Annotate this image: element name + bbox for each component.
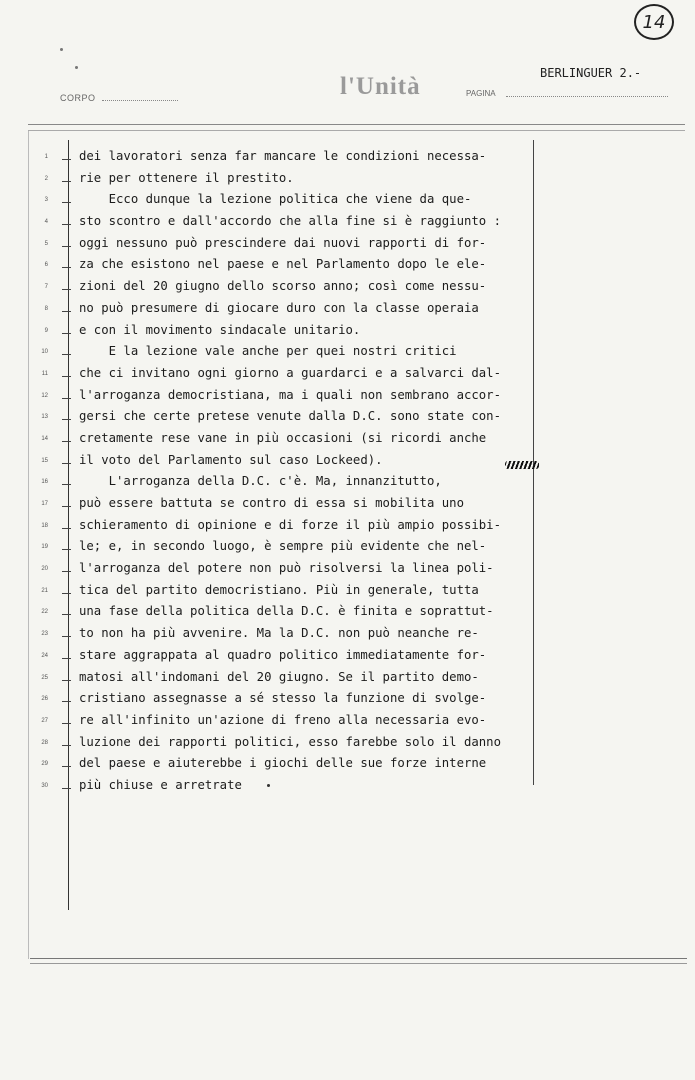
line-number-row (30, 152, 70, 174)
line-number-row (30, 326, 70, 348)
line-number: 25 (41, 674, 48, 681)
line-number-row (30, 391, 70, 413)
line-tick (62, 181, 71, 182)
line-tick (62, 723, 71, 724)
line-tick (62, 267, 71, 268)
line-number: 27 (41, 717, 48, 724)
line-number-column (30, 152, 70, 803)
text-line: l'arroganza democristiana, ma i quali non sembrano accor- (79, 387, 501, 402)
line-number-row (30, 369, 70, 391)
text-line: cristiano assegnasse a sé stesso la funzione di svolge- (79, 691, 487, 706)
line-tick (62, 680, 71, 681)
line-number-row (30, 434, 70, 456)
text-line: una fase della politica della D.C. è finita e soprattut- (79, 604, 494, 619)
line-tick (62, 354, 71, 355)
handwritten-page-number: 14 (634, 4, 674, 40)
line-tick (62, 246, 71, 247)
speck (75, 66, 78, 69)
line-number-row (30, 738, 70, 760)
text-line: del paese e aiuterebbe i giochi delle sue forze interne (79, 756, 487, 771)
line-number: 13 (41, 414, 48, 421)
line-tick (62, 376, 71, 377)
header-rule (28, 124, 685, 125)
line-number: 26 (41, 696, 48, 703)
corpo-label: CORPO (60, 93, 96, 103)
masthead-logo: l'Unità (340, 73, 421, 100)
line-number: 10 (41, 349, 48, 356)
line-tick (62, 614, 71, 615)
line-tick (62, 745, 71, 746)
line-number-row (30, 781, 70, 803)
corpo-field (102, 100, 178, 101)
line-number-row (30, 564, 70, 586)
line-number: 11 (41, 370, 48, 377)
line-tick (62, 159, 71, 160)
line-number: 16 (41, 479, 48, 486)
document-reference: BERLINGUER 2.- (540, 66, 642, 80)
line-number: 8 (44, 305, 48, 312)
line-number: 21 (41, 587, 48, 594)
line-number: 30 (41, 782, 48, 789)
line-tick (62, 333, 71, 334)
line-number-row (30, 716, 70, 738)
line-number: 12 (41, 392, 48, 399)
line-number-row (30, 217, 70, 239)
line-number: 4 (44, 219, 48, 226)
line-tick (62, 766, 71, 767)
line-number-row (30, 174, 70, 196)
text-line: Ecco dunque la lezione politica che viene da que- (79, 192, 472, 207)
line-number-row (30, 260, 70, 282)
line-tick (62, 593, 71, 594)
text-line: stare aggrappata al quadro politico immediatamente for- (79, 647, 487, 662)
text-line: no può presumere di giocare duro con la classe operaia (79, 300, 479, 315)
ink-strikeout (505, 461, 539, 469)
text-line: che ci invitano ogni giorno a guardarci e a salvarci dal- (79, 365, 501, 380)
footer-rule-secondary (30, 963, 687, 964)
text-line: schieramento di opinione e di forze il più ampio possibi- (79, 517, 501, 532)
line-number: 7 (44, 284, 48, 291)
line-number-row (30, 607, 70, 629)
text-line: il voto del Parlamento sul caso Lockeed). (79, 452, 383, 467)
line-number: 6 (44, 262, 48, 269)
line-number-row (30, 347, 70, 369)
line-tick (62, 528, 71, 529)
text-line: le; e, in secondo luogo, è sempre più evidente che nel- (79, 539, 487, 554)
line-number: 3 (44, 197, 48, 204)
line-number-row (30, 521, 70, 543)
line-number-row (30, 282, 70, 304)
line-tick (62, 571, 71, 572)
line-number-row (30, 759, 70, 781)
line-number-row (30, 673, 70, 695)
line-number-row (30, 239, 70, 261)
line-number: 18 (41, 522, 48, 529)
line-tick (62, 419, 71, 420)
line-number-row (30, 629, 70, 651)
line-number: 14 (41, 435, 48, 442)
line-tick (62, 658, 71, 659)
line-number: 1 (44, 154, 48, 160)
ink-dot (267, 784, 270, 787)
line-tick (62, 463, 71, 464)
line-number: 28 (41, 739, 48, 746)
line-tick (62, 202, 71, 203)
text-line: luzione dei rapporti politici, esso farebbe solo il danno (79, 734, 501, 749)
line-number: 15 (41, 457, 48, 464)
text-line: L'arroganza della D.C. c'è. Ma, innanzitutto, (79, 474, 442, 489)
line-number: 5 (44, 240, 48, 247)
line-number: 24 (41, 652, 48, 659)
text-line: rie per ottenere il prestito. (79, 170, 294, 185)
text-line: za che esistono nel paese e nel Parlamento dopo le ele- (79, 257, 487, 272)
text-line: zioni del 20 giugno dello scorso anno; così come nessu- (79, 279, 487, 294)
line-number-row (30, 195, 70, 217)
line-tick (62, 398, 71, 399)
line-tick (62, 484, 71, 485)
page-left-border (28, 131, 29, 959)
text-line: E la lezione vale anche per quei nostri critici (79, 344, 457, 359)
text-line: tica del partito democristiano. Più in generale, tutta (79, 582, 479, 597)
line-tick (62, 636, 71, 637)
text-line: può essere battuta se contro di essa si mobilita uno (79, 496, 464, 510)
line-number: 17 (41, 501, 48, 507)
line-number: 9 (44, 327, 48, 334)
text-line: re all'infinito un'azione di freno alla necessaria evo- (79, 712, 487, 727)
line-tick (62, 224, 71, 225)
line-number-row (30, 304, 70, 326)
body-text (79, 146, 549, 797)
text-line: matosi all'indomani del 20 giugno. Se il partito demo- (79, 669, 479, 684)
line-number-row (30, 412, 70, 434)
line-number: 20 (41, 566, 48, 573)
text-line: to non ha più avvenire. Ma la D.C. non può neanche re- (79, 626, 479, 641)
line-number: 19 (41, 544, 48, 551)
line-tick (62, 311, 71, 312)
line-number-row (30, 456, 70, 478)
line-number-row (30, 542, 70, 564)
line-number-row (30, 651, 70, 673)
pagina-label: PAGINA (466, 89, 496, 98)
line-tick (62, 289, 71, 290)
line-number: 29 (41, 761, 48, 768)
line-tick (62, 441, 71, 442)
text-line: e con il movimento sindacale unitario. (79, 322, 361, 337)
line-number: 22 (41, 609, 48, 616)
text-line: l'arroganza del potere non può risolversi la linea poli- (79, 561, 494, 576)
speck (60, 48, 63, 51)
text-line: cretamente rese vane in più occasioni (si ricordi anche (79, 430, 487, 445)
line-number: 23 (41, 631, 48, 638)
footer-rule (30, 958, 687, 959)
line-number-row (30, 499, 70, 521)
line-tick (62, 788, 71, 789)
text-line: gersi che certe pretese venute dalla D.C. sono state con- (79, 409, 501, 424)
line-number-row (30, 586, 70, 608)
line-number-row (30, 694, 70, 716)
line-tick (62, 506, 71, 507)
text-line: più chiuse e arretrate (79, 777, 242, 792)
pagina-field (506, 96, 668, 97)
text-line: oggi nessuno può prescindere dai nuovi rapporti di for- (79, 235, 487, 250)
header-rule-secondary (28, 130, 685, 131)
text-line: sto scontro e dall'accordo che alla fine si è raggiunto : (79, 214, 501, 229)
line-number: 2 (44, 175, 48, 182)
line-tick (62, 701, 71, 702)
line-tick (62, 549, 71, 550)
line-number-row (30, 477, 70, 499)
text-line: dei lavoratori senza far mancare le condizioni necessa- (79, 149, 487, 163)
